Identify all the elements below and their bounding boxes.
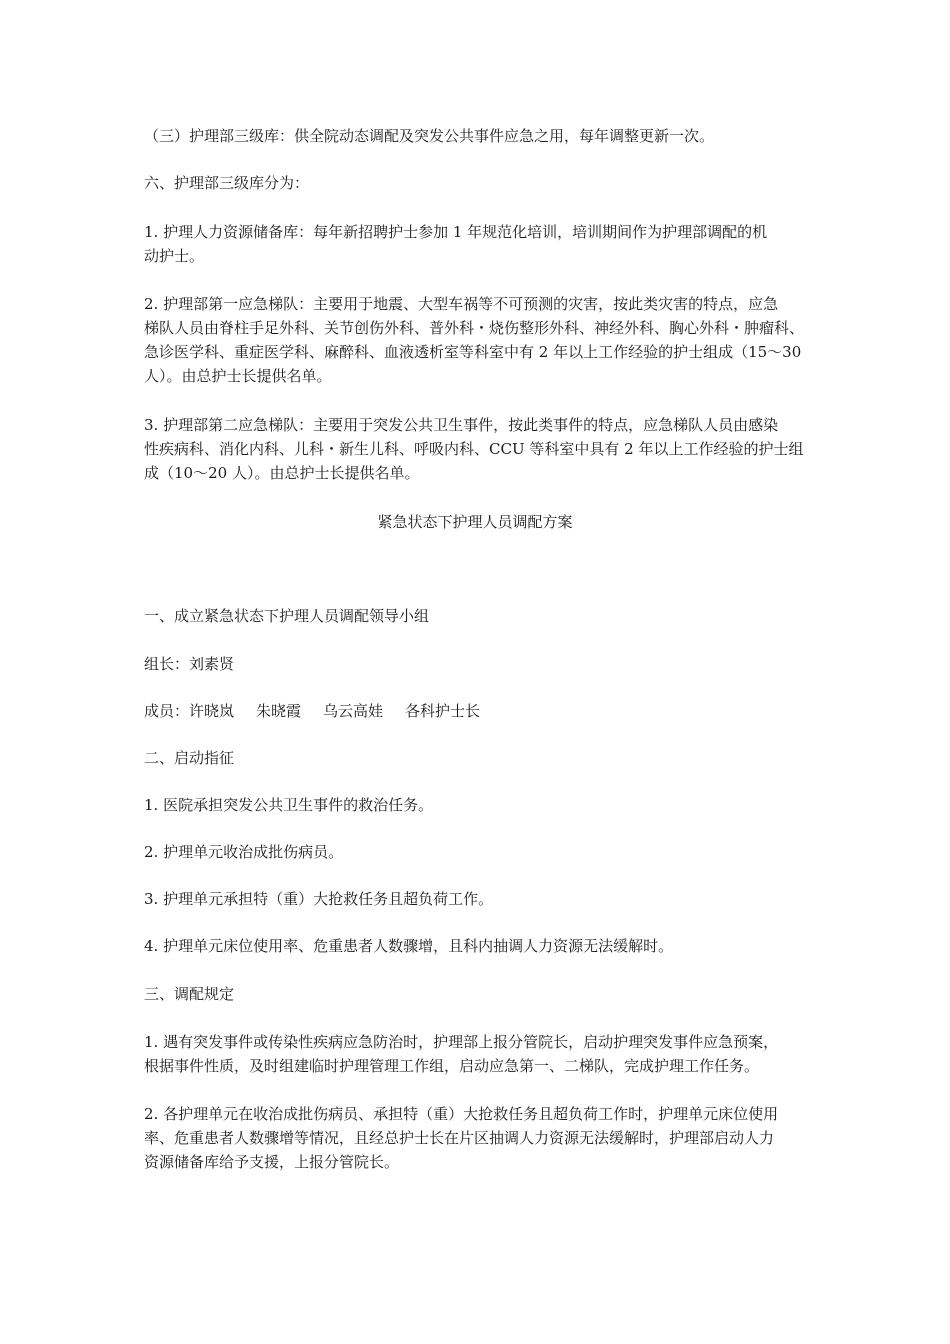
trigger-item-3: 3. 护理单元承担特（重）大抢救任务且超负荷工作。 <box>144 890 494 908</box>
paragraph-tier3-divisions: 六、护理部三级库分为： <box>144 174 310 192</box>
paragraph-tier3-library: （三）护理部三级库：供全院动态调配及突发公共事件应急之用，每年调整更新一次。 <box>144 127 715 145</box>
member-2: 朱晓霞 <box>256 702 302 720</box>
member-1: 成员：许晓岚 <box>144 702 235 720</box>
section2-heading: 二、启动指征 <box>144 749 235 767</box>
member-3: 乌云高娃 <box>323 702 384 720</box>
paragraph-second-emergency-team: 3. 护理部第二应急梯队：主要用于突发公共卫生事件，按此类事件的特点，应急梯队人员由感染 性疾病科、消化内科、儿科・新生儿科、呼吸内科、CCU 等科室中具有 2 年以上工作经验的护士组 成（10～20 人）。由总护士长提供名单。 <box>144 416 804 482</box>
member-4: 各科护士长 <box>405 702 481 720</box>
rule-2: 2. 各护理单元在收治成批伤病员、承担特（重）大抢救任务且超负荷工作时，护理单元床位使用 率、危重患者人数骤增等情况，且经总护士长在片区抽调人力资源无法缓解时，护理部启动人力 资源储备库给予支援，上报分管院长。 <box>144 1105 779 1171</box>
rule-1: 1. 遇有突发事件或传染性疾病应急防治时，护理部上报分管院长，启动护理突发事件应急预案， 根据事件性质，及时组建临时护理管理工作组，启动应急第一、二梯队，完成护理工作任务。 <box>144 1033 779 1075</box>
team-leader: 组长：刘素贤 <box>144 655 235 673</box>
team-members <box>144 699 816 723</box>
trigger-item-4: 4. 护理单元床位使用率、危重患者人数骤增，且科内抽调人力资源无法缓解时。 <box>144 937 674 955</box>
trigger-item-1: 1. 医院承担突发公共卫生事件的救治任务。 <box>144 796 434 814</box>
trigger-item-2: 2. 护理单元收治成批伤病员。 <box>144 843 344 861</box>
paragraph-first-emergency-team: 2. 护理部第一应急梯队：主要用于地震、大型车祸等不可预测的灾害，按此类灾害的特点，应急 梯队人员由脊柱手足外科、关节创伤外科、普外科・烧伤整形外科、神经外科、胸心外科・肿瘤科、 急诊医学科、重症医学科、麻醉科、血液透析室等科室中有 2 年以上工作经验的护士组成（15～30 人）。由总护士长提供名单。 <box>144 295 805 385</box>
section1-heading: 一、成立紧急状态下护理人员调配领导小组 <box>144 607 430 625</box>
paragraph-reserve-pool: 1. 护理人力资源储备库：每年新招聘护士参加 1 年规范化培训，培训期间作为护理部调配的机 动护士。 <box>144 223 768 265</box>
document-title: 紧急状态下护理人员调配方案 <box>377 513 573 531</box>
section3-heading: 三、调配规定 <box>144 985 235 1003</box>
